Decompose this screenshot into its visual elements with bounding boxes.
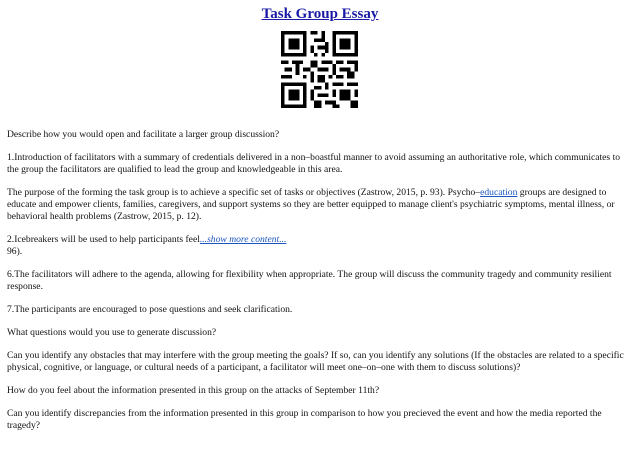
paragraph-4-text-a: 2.Icebreakers will be used to help participants feel xyxy=(7,234,200,245)
paragraph-2: 1.Introduction of facilitators with a summary of credentials delivered in a non–boastful manner to avoid assuming an authoritative role, which communicates to the group the facilitators are qualified to lead the group and knowledgeable in this area. xyxy=(7,152,621,175)
paragraph-5: 6.The facilitators will adhere to the agenda, allowing for flexibility when appropriate. The group will discuss the community tragedy and community resilient response. xyxy=(7,269,612,292)
paragraph-7: What questions would you use to generate discussion? xyxy=(7,327,217,338)
paragraph-8: Can you identify any obstacles that may interfere with the group meeting the goals? If so, can you identify any solutions (If the obstacles are related to a specific physical, cognitive, or language, or cultural needs of a participant, a facilitator will meet one–on–one with them to discuss solutions)? xyxy=(7,350,624,373)
essay-title[interactable]: Task Group Essay xyxy=(261,6,379,22)
show-more-link[interactable]: ...show more content... xyxy=(199,234,287,245)
paragraph-4 xyxy=(7,234,631,258)
education-link[interactable]: education xyxy=(480,187,518,198)
paragraph-3-text-b: groups are designed to educate and empower clients, families, caregivers, and support systems so they are better equipped to manage client's psychiatric symptoms, mental illness, or behavioral health problems (Zastrow, 2015, p. 12). xyxy=(7,187,615,222)
qr-code-icon xyxy=(281,31,358,108)
paragraph-9: How do you feel about the information presented in this group on the attacks of September 11th? xyxy=(7,385,380,396)
paragraph-6: 7.The participants are encouraged to pose questions and seek clarification. xyxy=(7,304,293,315)
paragraph-3 xyxy=(7,187,631,223)
essay-body xyxy=(7,129,631,443)
paragraph-3-text-a: The purpose of the forming the task group is to achieve a specific set of tasks or objectives (Zastrow, 2015, p. 93). Psycho– xyxy=(7,187,481,198)
paragraph-4-text-b: 96). xyxy=(7,246,23,257)
paragraph-1: Describe how you would open and facilitate a larger group discussion? xyxy=(7,129,280,140)
paragraph-10: Can you identify discrepancies from the information presented in this group in comparison to how you precieved the event and how the media reported the tragedy? xyxy=(7,408,602,431)
